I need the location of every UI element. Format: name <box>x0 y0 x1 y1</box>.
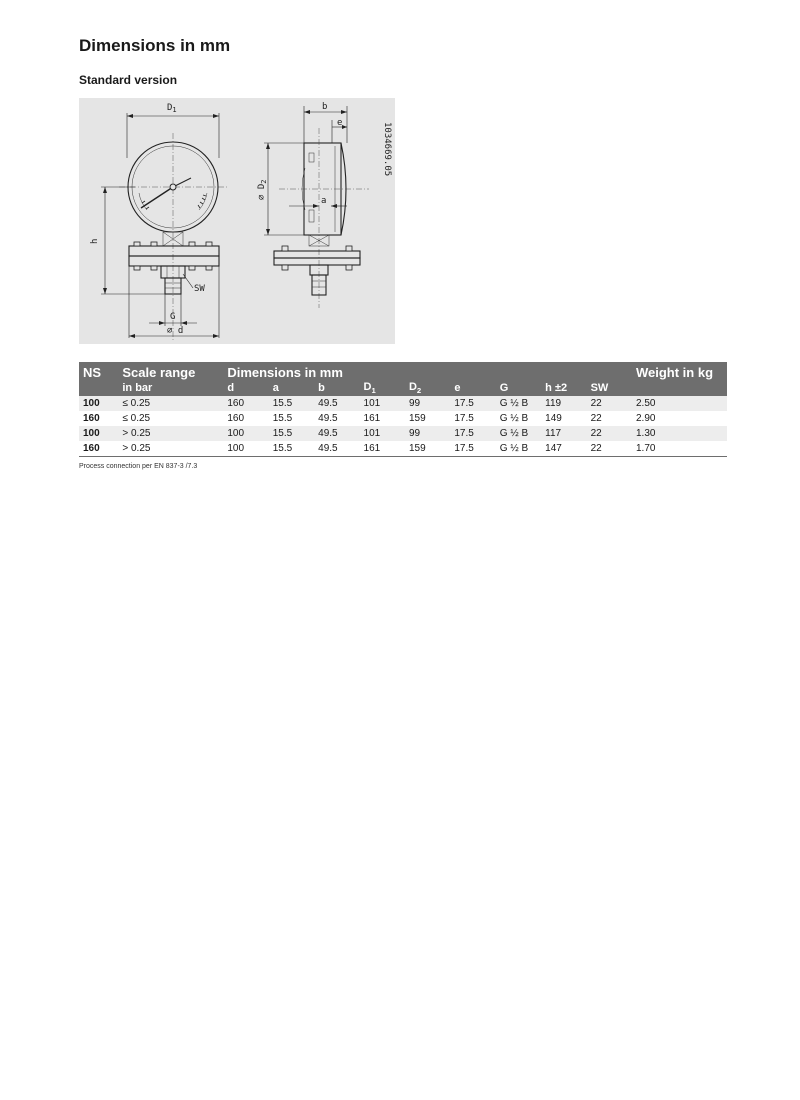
cell-e: 17.5 <box>454 428 474 439</box>
header-weight-blank <box>632 380 727 396</box>
cell-h: 119 <box>545 398 562 409</box>
header-b: b <box>318 382 325 394</box>
header-G: G <box>499 382 509 394</box>
drawing-number: 1034669.05 <box>382 122 392 177</box>
cell-a: 15.5 <box>272 428 293 439</box>
section-title: Standard version <box>79 73 178 87</box>
label-G: G <box>170 312 176 322</box>
cell-SW: 22 <box>590 398 602 409</box>
cell-D1: 101 <box>363 428 381 439</box>
cell-weight: 2.90 <box>635 413 656 424</box>
cell-SW: 22 <box>590 413 602 424</box>
cell-e: 17.5 <box>450 441 495 457</box>
header-D1: $D_1$ <box>363 380 376 396</box>
cell-G: G ½ B <box>496 441 541 457</box>
label-d: ⌀ d <box>167 326 184 336</box>
cell-b: 49.5 <box>314 441 359 457</box>
cell-ns: 100 <box>83 428 100 439</box>
cell-D1: 101 <box>363 398 381 409</box>
cell-a: 15.5 <box>272 398 293 409</box>
cell-scale: > 0.25 <box>118 441 223 457</box>
label-a: a <box>321 196 327 206</box>
cell-scale: ≤ 0.25 <box>122 413 151 424</box>
cell-scale: ≤ 0.25 <box>122 398 151 409</box>
label-D2: ⌀ $D_2$ <box>257 179 268 200</box>
cell-b: 49.5 <box>318 413 338 424</box>
label-e: e <box>337 118 343 128</box>
cell-ns: 160 <box>79 441 118 457</box>
label-b: b <box>322 102 328 112</box>
cell-G: G ½ B <box>499 413 529 424</box>
cell-e: 17.5 <box>454 398 474 409</box>
header-SW: SW <box>590 382 609 394</box>
cell-d: 100 <box>227 428 245 439</box>
cell-b: 49.5 <box>318 428 338 439</box>
cell-D2: 159 <box>405 441 450 457</box>
cell-a: 15.5 <box>269 441 314 457</box>
cell-d: 160 <box>227 413 245 424</box>
cell-weight: 2.50 <box>635 398 656 409</box>
header-e: e <box>454 382 461 394</box>
gauge-drawing-svg <box>79 98 395 344</box>
label-SW: SW <box>194 284 205 294</box>
header-d: d <box>227 382 235 394</box>
cell-h: 117 <box>545 428 562 439</box>
header-scale-range: Scale range <box>122 365 196 380</box>
cell-SW: 22 <box>587 441 632 457</box>
cell-d: 160 <box>227 398 245 409</box>
cell-SW: 22 <box>590 428 602 439</box>
cell-weight: 1.70 <box>632 441 727 457</box>
page-title: Dimensions in mm <box>79 36 231 55</box>
dimensions-table <box>79 362 727 457</box>
header-dimensions: Dimensions in mm <box>227 365 343 380</box>
header-a: a <box>272 382 279 394</box>
cell-D1: 161 <box>360 441 405 457</box>
diaphragm-flange-lower <box>129 256 219 266</box>
header-in-bar: in bar <box>122 382 153 394</box>
cell-b: 49.5 <box>318 398 338 409</box>
header-D2: $D_2$ <box>408 380 422 396</box>
cell-scale: > 0.25 <box>122 428 151 439</box>
cell-a: 15.5 <box>272 413 293 424</box>
cell-D2: 99 <box>408 428 421 439</box>
table-row <box>79 396 727 411</box>
header-blank <box>79 380 118 396</box>
cell-e: 17.5 <box>454 413 474 424</box>
dimension-drawing <box>79 98 395 344</box>
table-row <box>79 441 727 457</box>
cell-d: 100 <box>223 441 268 457</box>
cell-D1: 161 <box>363 413 381 424</box>
table-header-row-2 <box>79 380 727 396</box>
cell-G: G ½ B <box>499 428 529 439</box>
cell-ns: 160 <box>83 413 100 424</box>
header-h: h ±2 <box>545 382 568 394</box>
header-ns: NS <box>83 365 102 380</box>
cell-weight: 1.30 <box>635 428 656 439</box>
diaphragm-flange-upper <box>129 246 219 256</box>
header-weight: Weight in kg <box>635 365 714 380</box>
cell-h: 147 <box>541 441 586 457</box>
cell-D2: 159 <box>408 413 426 424</box>
label-h: h <box>90 238 100 244</box>
table-header-row-1 <box>79 362 727 380</box>
table-row <box>79 411 727 426</box>
cell-ns: 100 <box>83 398 100 409</box>
table-row <box>79 426 727 441</box>
label-D1: $D_1$ <box>167 103 177 114</box>
cell-h: 149 <box>545 413 562 424</box>
cell-D2: 99 <box>408 398 421 409</box>
footnote: Process connection per EN 837-3 /7.3 <box>79 463 198 470</box>
cell-G: G ½ B <box>499 398 529 409</box>
